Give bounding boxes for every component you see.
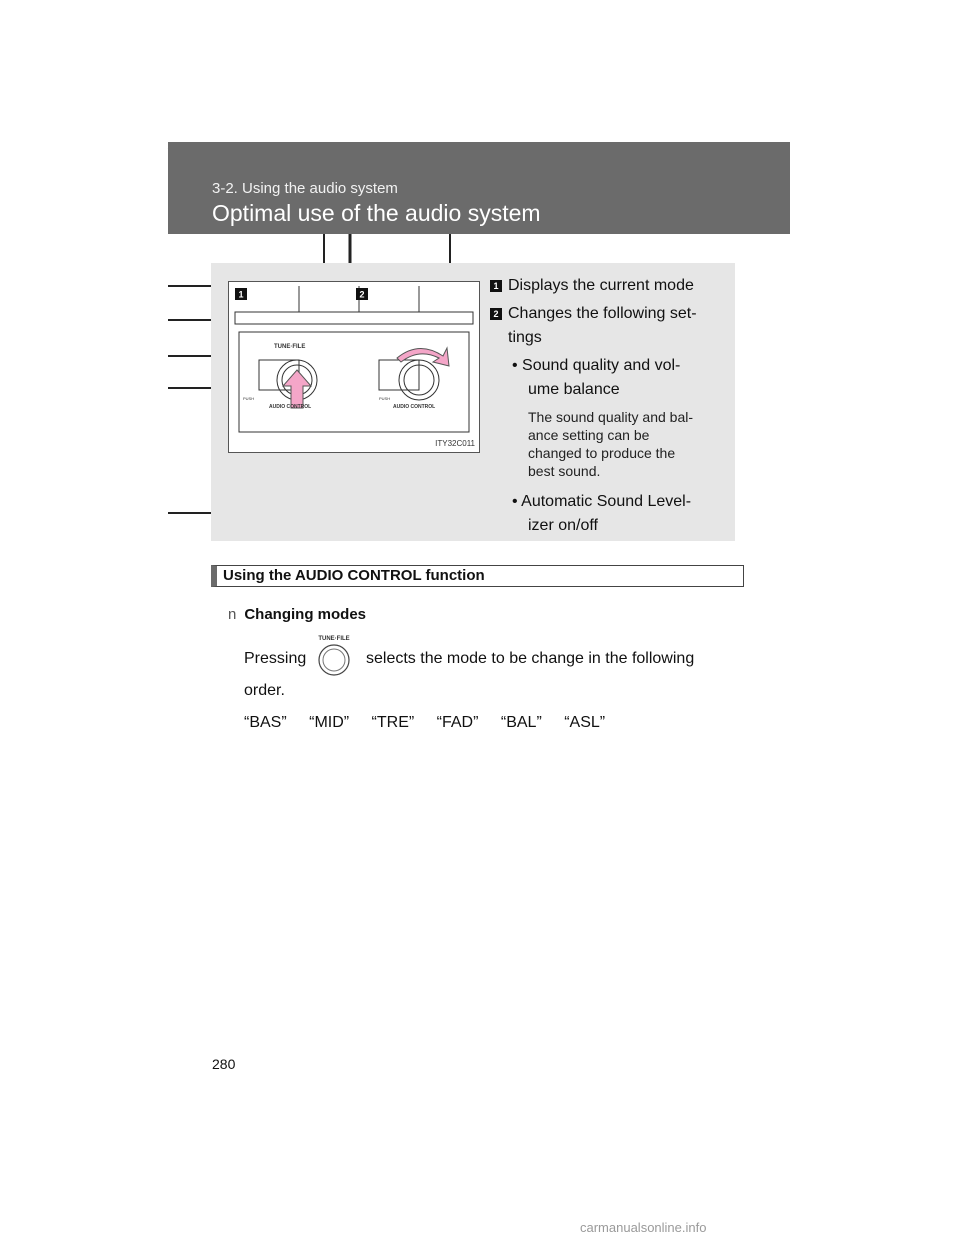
note-line-2: ance setting can be: [528, 427, 650, 443]
tune-file-knob-icon: [312, 633, 356, 677]
audio-panel-figure: [228, 281, 480, 453]
note-line-3: changed to produce the: [528, 445, 676, 461]
legend-1-text: Displays the current mode: [508, 277, 694, 294]
push-label-left: PUSH: [243, 396, 255, 401]
page-number: 280: [212, 1056, 236, 1072]
mode-heading-text: Changing modes: [244, 606, 367, 623]
page-title: Optimal use of the audio system: [212, 200, 541, 226]
mode-sequence: “BAS” “MID” “TRE” “FAD” “BAL” “ASL”: [244, 714, 606, 731]
mode-heading: [228, 606, 366, 623]
figure-id: ITY32C011: [435, 439, 475, 448]
pressing-text: Pressing: [244, 650, 307, 667]
legend-item-1: [490, 274, 730, 298]
audio-panel-drawing: [229, 282, 479, 452]
legend-2-badge: 2: [490, 308, 502, 320]
knob-label: TUNE·FILE: [318, 636, 350, 642]
tune-file-label: TUNE·FILE: [274, 344, 306, 350]
audio-control-label-left: AUDIO CONTROL: [269, 404, 312, 410]
bullet-asl-cont: izer on/off: [528, 517, 598, 534]
note-line-1: The sound quality and bal‑: [528, 409, 693, 425]
bullet-asl: • Automatic Sound Level‑: [512, 493, 692, 510]
selects-text: selects the mode to be change in the following: [366, 650, 695, 667]
callout-2-text: 2: [359, 289, 365, 300]
bullet-sound-quality-cont: ume balance: [528, 381, 620, 398]
note-sound-quality: [490, 408, 730, 480]
section-label: 3‑2. Using the audio system: [212, 180, 398, 197]
figure-legend: [490, 274, 730, 544]
legend-1-badge: 1: [490, 280, 502, 292]
bullet-sound-quality: • Sound quality and vol‑: [512, 357, 681, 374]
legend-2-text: Changes the following set‑: [508, 305, 697, 322]
rotate-arrow-icon: [397, 348, 449, 366]
order-text: order.: [244, 682, 285, 699]
callout-1-text: 1: [238, 289, 244, 300]
bullet-mark: n: [228, 606, 237, 623]
section-heading: Using the AUDIO CONTROL function: [211, 565, 744, 587]
watermark: carmanualsonline.info: [580, 1220, 707, 1235]
chapter-header: [168, 142, 790, 234]
legend-2-cont: tings: [508, 329, 542, 346]
push-label-right: PUSH: [379, 396, 391, 401]
audio-control-label-right: AUDIO CONTROL: [393, 404, 436, 410]
push-arrow-icon: [283, 370, 311, 408]
note-line-4: best sound.: [528, 463, 601, 479]
legend-item-2: [490, 302, 730, 326]
